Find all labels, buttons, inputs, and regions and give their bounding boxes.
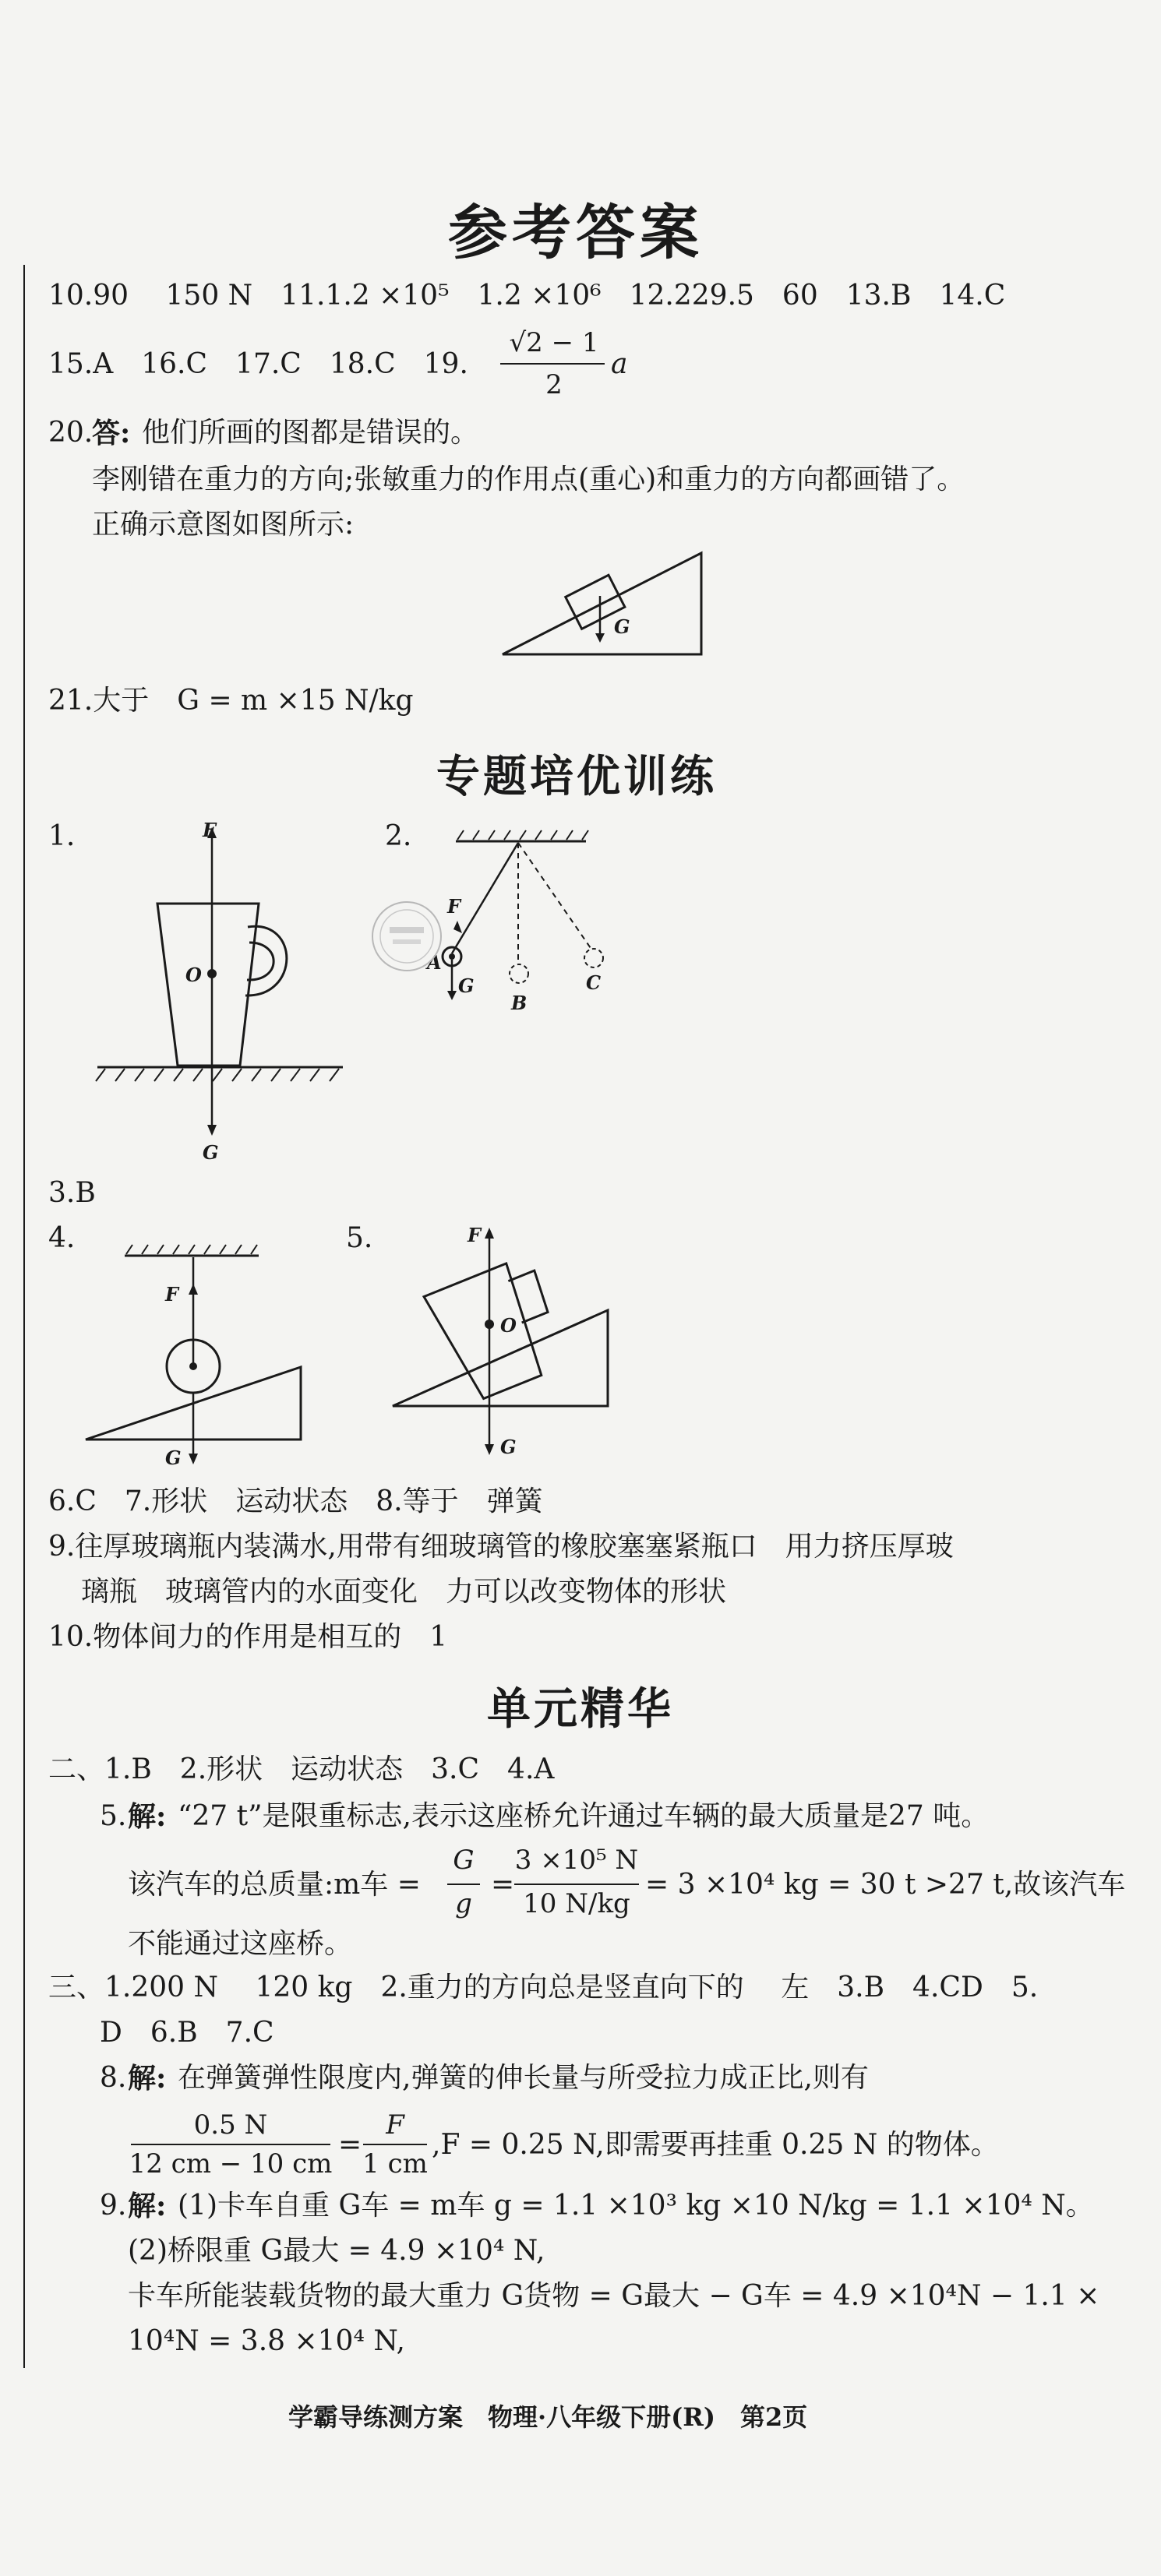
q20-line-3: 正确示意图如图所示: <box>92 509 355 541</box>
s2-q4-g-label: G <box>165 1447 182 1469</box>
page-title: 参考答案 <box>448 198 704 267</box>
s3-q9-line-1: (1)卡车自重 G车 = m车 g = 1.1 ×10³ kg ×10 N/kg = 1.1 ×10⁴ N。 <box>178 2190 1094 2222</box>
s2-q1-g-label: G <box>203 1141 219 1164</box>
q20-line-1: 他们所画的图都是错误的。 <box>142 417 479 449</box>
s3-q9-line-3: 卡车所能装载货物的最大重力 G货物 = G最大 − G车 = 4.9 ×10⁴N − 1.1 × <box>128 2280 1100 2312</box>
s3-q5-frac2-denominator: 10 N/kg <box>523 1888 630 1919</box>
s3-q5-line-3: 不能通过这座桥。 <box>128 1928 353 1960</box>
s3-q5-frac2-bar <box>514 1884 639 1885</box>
s3-q5-frac1-denominator: g <box>455 1888 472 1919</box>
section-title-unit-essence: 单元精华 <box>487 1683 674 1735</box>
q20-diagram <box>499 541 732 658</box>
s3-q5-solution-label: 解: <box>128 1800 167 1833</box>
section-title-special-training: 专题培优训练 <box>436 751 717 802</box>
s3-q5-number: 5. <box>100 1800 127 1832</box>
s3-q5-frac1-numerator: G <box>453 1845 475 1876</box>
s2-q2-a-label: A <box>427 951 442 974</box>
q20-answer-label: 答: <box>92 417 131 449</box>
watermark-stamp-icon <box>366 896 452 981</box>
s3-q8-number: 8. <box>100 2062 127 2094</box>
s3-q8-suffix: ,F = 0.25 N,即需要再挂重 0.25 N 的物体。 <box>432 2129 999 2161</box>
left-margin-rule <box>23 265 25 2368</box>
s3-part-two-line-1: 二、1.B 2.形状 运动状态 3.C 4.A <box>48 1753 555 1785</box>
q20-line-2: 李刚错在重力的方向;张敏重力的作用点(重心)和重力的方向都画错了。 <box>92 463 965 495</box>
s3-q8-line-1: 在弹簧弹性限度内,弹簧的伸长量与所受拉力成正比,则有 <box>178 2062 869 2094</box>
s2-q10-answer: 10.物体间力的作用是相互的 1 <box>48 1621 448 1653</box>
s2-q5-diagram <box>382 1215 631 1464</box>
q19-denominator: 2 <box>545 369 563 400</box>
s2-q4-number: 4. <box>48 1222 76 1254</box>
s3-q8-frac1-denominator: 12 cm − 10 cm <box>129 2148 333 2180</box>
s3-q5-equals: = <box>491 1869 515 1901</box>
s3-q5-frac1-bar <box>447 1884 480 1885</box>
q19-fraction-bar <box>500 363 605 365</box>
s3-q5-line-2-suffix: = 3 ×10⁴ kg = 30 t >27 t,故该汽车 <box>645 1869 1126 1901</box>
s3-q9-line-2: (2)桥限重 G最大 = 4.9 ×10⁴ N, <box>128 2235 545 2267</box>
s3-q5-line-1: “27 t”是限重标志,表示这座桥允许通过车辆的最大质量是27 吨。 <box>178 1800 990 1832</box>
s2-q1-number: 1. <box>48 820 76 852</box>
s3-q8-frac2-bar <box>363 2144 427 2145</box>
s2-q6-8-answers: 6.C 7.形状 运动状态 8.等于 弹簧 <box>48 1485 543 1517</box>
s2-q9-line-2: 璃瓶 玻璃管内的水面变化 力可以改变物体的形状 <box>81 1576 727 1608</box>
s2-q1-diagram <box>86 818 351 1164</box>
s3-q9-line-4: 10⁴N = 3.8 ×10⁴ N, <box>128 2325 405 2357</box>
q19-numerator: √2 − 1 <box>509 327 599 358</box>
q21-answer: 21.大于 G = m ×15 N/kg <box>48 685 414 717</box>
s3-q8-equals: = <box>338 2129 362 2161</box>
answers-line-15-19: 15.A 16.C 17.C 18.C 19. <box>48 348 468 380</box>
s3-q8-solution-label: 解: <box>128 2062 167 2095</box>
s3-q5-frac2-numerator: 3 ×10⁵ N <box>514 1845 639 1876</box>
s2-q5-number: 5. <box>346 1222 373 1254</box>
q20-g-label: G <box>614 615 630 638</box>
s2-q2-c-label: C <box>586 971 602 994</box>
s2-q4-diagram <box>78 1239 335 1472</box>
s3-part-three-line-1: 三、1.200 N 120 kg 2.重力的方向总是竖直向下的 左 3.B 4.CD 5. <box>48 1972 1039 2003</box>
s2-q2-b-label: B <box>511 992 528 1014</box>
s2-q1-o-label: O <box>185 964 202 986</box>
s3-q9-number: 9. <box>100 2190 127 2222</box>
s2-q2-g-label: G <box>458 974 475 997</box>
answers-line-10-14: 10.90 150 N 11.1.2 ×10⁵ 1.2 ×10⁶ 12.229.5 60 13.B 14.C <box>48 280 1006 312</box>
s3-q9-solution-label: 解: <box>128 2190 167 2222</box>
s2-q1-f-label: F <box>203 819 217 841</box>
s2-q4-f-label: F <box>165 1283 179 1306</box>
s2-q5-f-label: F <box>468 1224 482 1246</box>
s2-q5-g-label: G <box>500 1436 517 1458</box>
s3-q5-line-2-prefix: 该汽车的总质量:m车 = <box>128 1869 421 1901</box>
s2-q5-o-label: O <box>500 1314 517 1337</box>
s2-q2-f-label: F <box>447 895 461 918</box>
page-footer: 学霸导练测方案 物理·八年级下册(R) 第2页 <box>288 2402 808 2432</box>
s3-q8-frac2-denominator: 1 cm <box>362 2148 428 2180</box>
q19-variable: a <box>611 348 628 380</box>
s3-q8-frac1-bar <box>131 2144 330 2145</box>
s2-q9-line-1: 9.往厚玻璃瓶内装满水,用带有细玻璃管的橡胶塞塞紧瓶口 用力挤压厚玻 <box>48 1531 954 1563</box>
s2-q2-number: 2. <box>385 820 412 852</box>
s3-part-three-line-2: D 6.B 7.C <box>100 2017 274 2049</box>
s2-q3-answer: 3.B <box>48 1177 96 1209</box>
s3-q8-frac1-numerator: 0.5 N <box>193 2109 268 2141</box>
q20-number: 20. <box>48 417 94 449</box>
s3-q8-frac2-numerator: F <box>386 2109 404 2141</box>
